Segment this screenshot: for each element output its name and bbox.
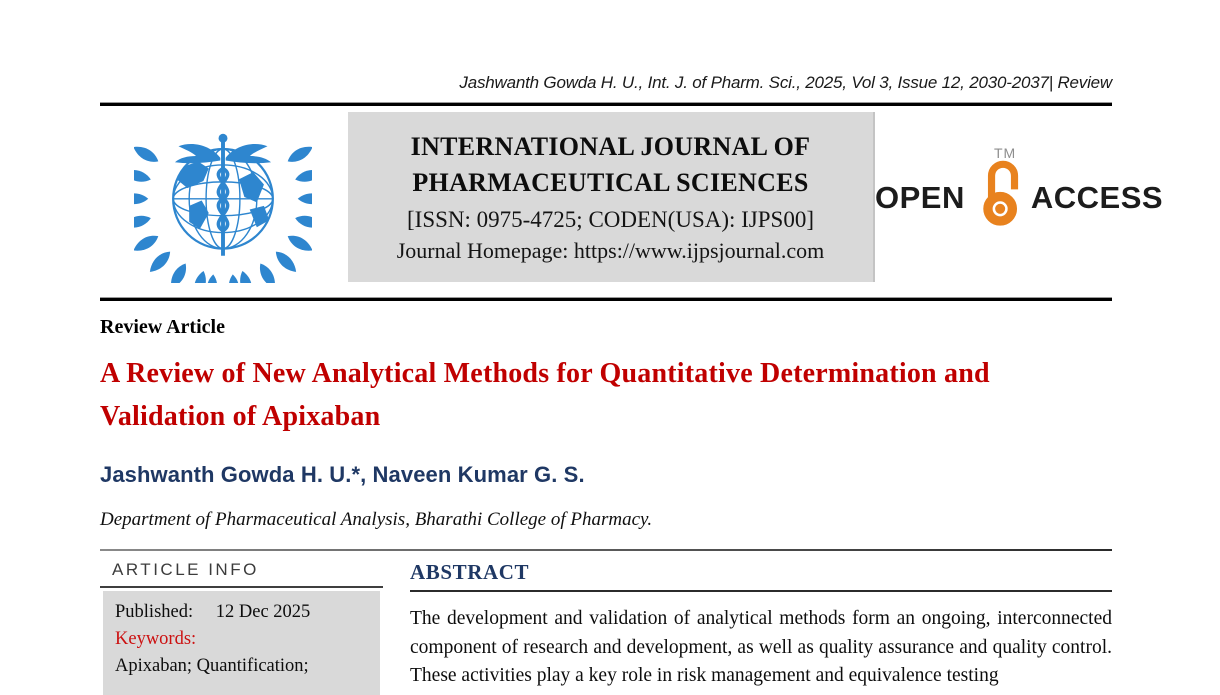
masthead (100, 106, 1164, 288)
published-row (115, 599, 370, 626)
abstract-column (410, 560, 1112, 691)
article-title: A Review of New Analytical Methods for Quantitative Determination and Validation of Apixaban (100, 358, 990, 432)
journal-name-line1: INTERNATIONAL JOURNAL OF (410, 132, 811, 161)
abstract-text: The development and validation of analytical methods form an ongoing, interconnected component of research and development, as well as quality assurance and quality control. These activities play a key role in risk management and equivalence testing (410, 608, 1112, 686)
published-label: Published: (115, 602, 194, 622)
open-access-logo (875, 145, 1164, 243)
open-access-access-label: ACCESS (1030, 179, 1164, 215)
journal-homepage-link[interactable]: Journal Homepage: https://www.ijpsjournal.com (396, 238, 825, 263)
info-abstract-columns (100, 560, 1112, 695)
journal-issn-coden: [ISSN: 0975-4725; CODEN(USA): IJPS00] (407, 207, 814, 232)
article-info-underline (100, 586, 383, 588)
abstract-underline (410, 590, 1112, 592)
journal-logo-icon (134, 111, 312, 283)
keywords-text: Apixaban; Quantification; (115, 656, 309, 676)
journal-masthead-box (348, 112, 875, 282)
abstract-heading: ABSTRACT (410, 560, 530, 584)
divider-rule-masthead-bottom (100, 297, 1112, 301)
article-type-label: Review Article (100, 316, 225, 338)
authors-line: Jashwanth Gowda H. U.*, Naveen Kumar G. S. (100, 462, 585, 487)
open-access-tm-label: TM (994, 145, 1017, 161)
open-access-area (875, 145, 1171, 243)
published-date: 12 Dec 2025 (215, 602, 311, 622)
journal-name-line2: PHARMACEUTICAL SCIENCES (412, 168, 809, 197)
article-info-box (103, 591, 380, 695)
article-info-heading: ARTICLE INFO (112, 560, 259, 579)
article-info-column (100, 560, 383, 695)
keywords-label: Keywords: (115, 629, 197, 649)
running-head: Jashwanth Gowda H. U., Int. J. of Pharm. Sci., 2025, Vol 3, Issue 12, 2030-2037| Review (459, 73, 1112, 92)
divider-rule-affiliation (100, 549, 1112, 551)
affiliation-line: Department of Pharmaceutical Analysis, Bharathi College of Pharmacy. (100, 509, 653, 530)
open-access-open-label: OPEN (875, 179, 965, 215)
